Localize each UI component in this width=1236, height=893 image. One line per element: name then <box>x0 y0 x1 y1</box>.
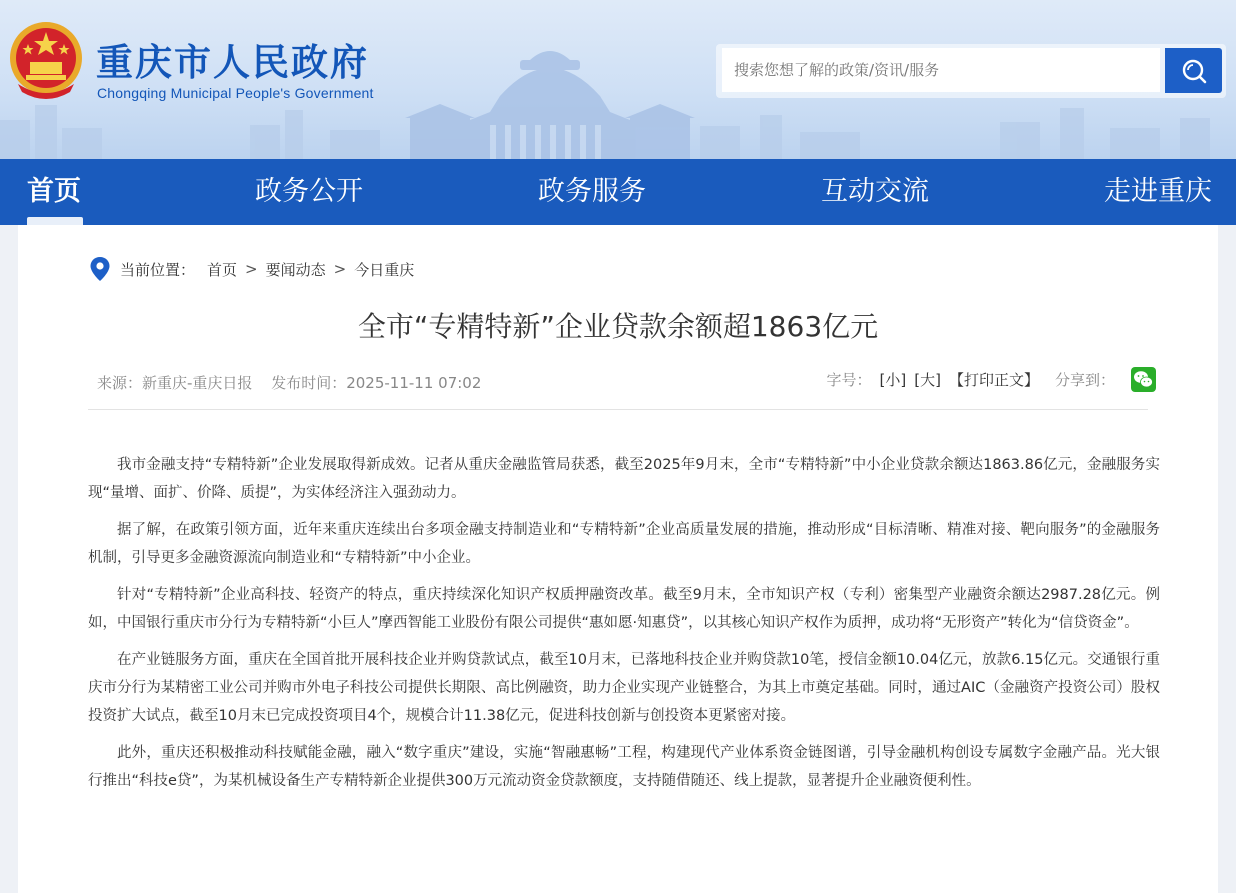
nav-item-government-affairs[interactable]: 政务公开 <box>255 176 363 207</box>
article-paragraph: 针对“专精特新”企业高科技、轻资产的特点，重庆持续深化知识产权质押融资改革。截至9月末，全市知识产权（专利）密集型产业融资余额达2987.28亿元。例如，中国银行重庆市分行为专精特新“小巨人”摩西智能工业股份有限公司提供“惠如愿·知惠贷”，以其核心知识产权作为质押，成功将“无形资产”转化为“信贷资金”。 <box>88 587 1160 631</box>
search-icon <box>1181 58 1207 84</box>
print-button[interactable]: 【打印正文】 <box>948 370 1039 389</box>
breadcrumb-separator: > <box>333 260 347 278</box>
article-paragraph: 此外，重庆还积极推动科技赋能金融，融入“数字重庆”建设，实施“智融惠畅”工程，构建现代产业体系资金链图谱，引导金融机构创设专属数字金融产品。光大银行推出“科技e贷”，为某机械设备生产专精特新企业提供300万元流动资金贷款额度，支持随借随还、线上提款，显著提升企业融资便利性。 <box>88 745 1160 789</box>
font-large-button[interactable]: [大] <box>914 370 941 389</box>
search-input[interactable] <box>722 48 1160 92</box>
article-paragraph: 据了解，在政策引领方面，近年来重庆连续出台多项金融支持制造业和“专精特新”企业高质量发展的措施，推动形成“目标清晰、精准对接、靶向服务”的金融服务机制，引导更多金融资源流向制造业和“专精特新”中小企业。 <box>88 522 1160 566</box>
breadcrumb-separator: > <box>245 260 258 278</box>
article-card <box>18 225 1218 893</box>
article-paragraph: 我市金融支持“专精特新”企业发展取得新成效。记者从重庆金融监管局获悉，截至2025年9月末，全市“专精特新”中小企业贷款余额达1863.86亿元，金融服务实现“量增、面扩、价降、质提”，为实体经济注入强劲动力。 <box>88 457 1160 501</box>
national-emblem-icon <box>8 20 84 102</box>
breadcrumb <box>90 258 414 280</box>
nav-item-interaction[interactable]: 互动交流 <box>821 176 929 207</box>
breadcrumb-home[interactable]: 首页 <box>207 260 238 279</box>
font-size-label: 字号： <box>826 370 872 389</box>
nav-item-government-services[interactable]: 政务服务 <box>538 176 646 207</box>
article-published-time: 发布时间：2025-11-11 07:02 <box>271 374 482 392</box>
site-title[interactable]: 重庆市人民政府 <box>96 40 369 84</box>
share-label: 分享到： <box>1054 370 1115 389</box>
font-small-button[interactable]: [小] <box>879 370 907 389</box>
search-box <box>716 44 1226 98</box>
article-title: 全市“专精特新”企业贷款余额超1863亿元 <box>357 310 879 343</box>
article-tools <box>827 363 1156 395</box>
breadcrumb-news[interactable]: 要闻动态 <box>265 260 326 279</box>
search-button[interactable] <box>1165 48 1222 93</box>
nav-active-indicator <box>27 217 83 225</box>
breadcrumb-today-chongqing[interactable]: 今日重庆 <box>354 260 415 279</box>
wechat-share-icon[interactable] <box>1131 367 1156 392</box>
divider <box>88 409 1148 410</box>
breadcrumb-prefix: 当前位置： <box>120 260 196 279</box>
location-pin-icon <box>90 257 110 281</box>
nav-item-home[interactable]: 首页 <box>27 176 81 207</box>
article-paragraph: 在产业链服务方面，重庆在全国首批开展科技企业并购贷款试点，截至10月末，已落地科技企业并购贷款10笔，授信金额10.04亿元，放款6.15亿元。交通银行重庆市分行为某精密工业公司并购市外电子科技公司提供长期限、高比例融资，助力企业实现产业链整合，为其上市奠定基础。同时，通过AIC（金融资产投资公司）股权投资扩大试点，截至10月末已完成投资项目4个，规模合计11.38亿元，促进科技创新与创投资本更紧密对接。 <box>88 652 1160 724</box>
article-body <box>88 451 1160 804</box>
article-meta <box>97 372 495 393</box>
site-header <box>0 0 1236 159</box>
nav-item-about-chongqing[interactable]: 走进重庆 <box>1104 176 1212 207</box>
site-subtitle: Chongqing Municipal People's Government <box>97 85 374 101</box>
article-source: 来源：新重庆-重庆日报 <box>97 374 253 392</box>
main-nav <box>0 159 1236 225</box>
